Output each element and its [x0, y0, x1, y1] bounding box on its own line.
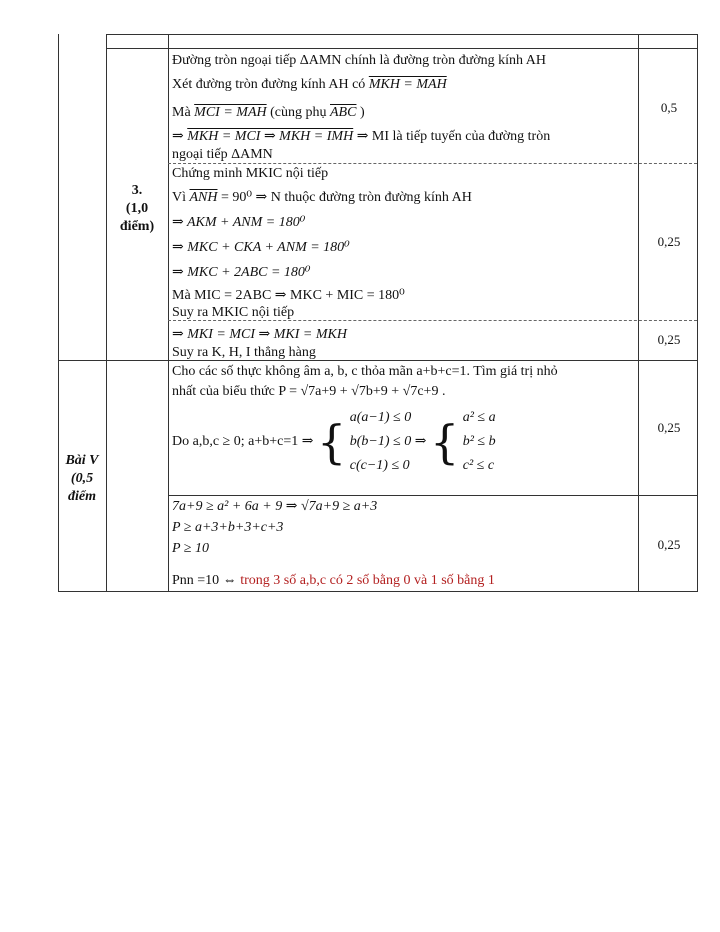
score-value: 0,25 [657, 420, 681, 435]
text-line: ⇒ AKM + ANM = 180⁰ [172, 215, 306, 230]
text-line: Đường tròn ngoại tiếp ΔAMN chính là đường tròn đường kính AH [172, 53, 547, 68]
text-line: Suy ra MKIC nội tiếp [172, 305, 295, 320]
text-line: ⇒ MKC + CKA + ANM = 180⁰ [172, 240, 350, 255]
text-line: Pnn =10 ⇔ trong 3 số a,b,c có 2 số bằng 0 và 1 số bằng 1 [172, 573, 495, 588]
inequality-system: Do a,b,c ≥ 0; a+b+c=1 ⇒ { a(a−1) ≤ 0 b(b−1) ≤ 0 c(c−1) ≤ 0 ⇒ { a² ≤ a b² ≤ b c² ≤ c [172, 406, 496, 482]
table-border-right [697, 34, 698, 592]
left-brace: { [429, 415, 460, 469]
section5-unit: điểm [68, 489, 96, 504]
text-line: P ≥ a+3+b+3+c+3 [172, 520, 284, 535]
text-line: Suy ra K, H, I thẳng hàng [172, 345, 316, 360]
text-line: ⇒ MKI = MCI ⇒ MKI = MKH [172, 327, 347, 342]
text-line: ngoại tiếp ΔAMN [172, 147, 273, 162]
text-line: ⇒ MKH = MCI ⇒ MKH = IMH ⇒ MI là tiếp tuyến của đường tròn [172, 129, 551, 144]
text-line: Vì $\overline{ANH} = 90^0$ ⇒ N thuộc đường tròn đường kính AH [172, 190, 472, 205]
text-line: Chứng minh MKIC nội tiếp [172, 166, 329, 181]
section3-points: (1,0 [125, 201, 149, 216]
text-line: Mà MCI = MAH (cùng phụ $\overline{ABC}$ ) [172, 105, 365, 120]
left-brace: { [316, 415, 347, 469]
text-line: Xét đường tròn đường kính AH có MKH = MAH [172, 77, 447, 92]
section-divider [58, 360, 697, 361]
problem-statement: nhất của biểu thức P = √7a+9 + √7b+9 + √7c+9 . [172, 384, 446, 399]
column-divider [106, 34, 107, 592]
column-divider [168, 34, 169, 592]
score-value: 0,25 [657, 332, 681, 347]
text-line: P ≥ 10 [172, 541, 209, 556]
section5-points: (0,5 [70, 471, 94, 486]
problem-statement: Cho các số thực không âm a, b, c thỏa mãn a+b+c=1. Tìm giá trị nhỏ [172, 364, 558, 379]
system-a: a(a−1) ≤ 0 b(b−1) ≤ 0 c(c−1) ≤ 0 [349, 410, 412, 473]
table-border-bottom [58, 591, 697, 592]
answer-table [58, 34, 698, 592]
table-border-left [58, 34, 59, 592]
text-line: ⇒ MKC + 2ABC = 180⁰ [172, 265, 311, 280]
row-divider [106, 48, 697, 49]
row-divider [168, 495, 697, 496]
section5-title: Bài V [65, 453, 99, 468]
text-line: Mà MIC = 2ABC ⇒ MKC + MIC = 180⁰ [172, 288, 405, 303]
score-value: 0,5 [660, 100, 678, 115]
column-divider [638, 34, 639, 592]
score-value: 0,25 [657, 537, 681, 552]
section3-number: 3. [131, 183, 143, 198]
section3-unit: điểm) [119, 219, 155, 234]
system-b: a² ≤ a b² ≤ b c² ≤ c [462, 410, 496, 473]
text-line: 7a+9 ≥ a² + 6a + 9 ⇒ √7a+9 ≥ a+3 [172, 499, 378, 514]
score-value: 0,25 [657, 234, 681, 249]
table-border-top [106, 34, 697, 35]
